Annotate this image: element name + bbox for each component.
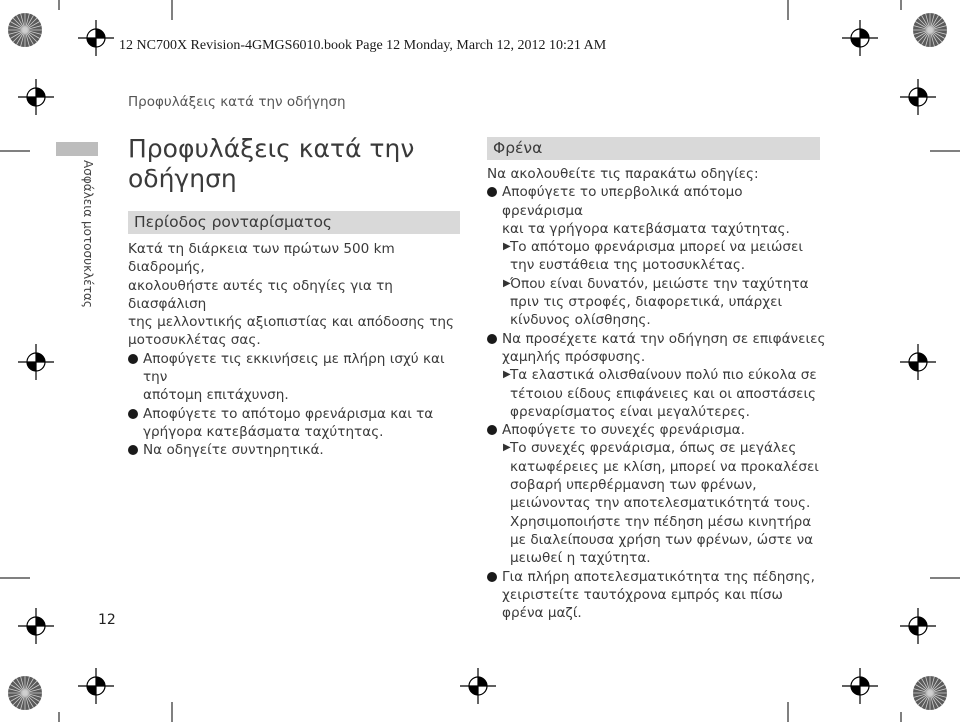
sub-item: ▶ Το συνεχές φρενάρισμα, όπως σε μεγάλες κατωφέρειες με κλίση, μπορεί να προκαλέσει σοβαρή υπερθέρμανση των φρένων, μειώνοντας την αποτελεσματικότητά τους. Χρησιμοποιήστε την πέδηση μέσω κινητήρα με διαλείπουσα χρήση των φρένων, ώστε να μειωθεί η ταχύτητα. <box>503 440 819 567</box>
arrow-icon: ▶ <box>503 241 511 253</box>
arrow-icon: ▶ <box>503 369 511 381</box>
crosshair-mark-icon <box>18 344 54 380</box>
section-side-label: Ασφάλεια μοτοσυκλέτας <box>81 160 95 308</box>
sub-item: ▶ Το απότομο φρενάρισμα μπορεί να μειώσει την ευστάθεια της μοτοσυκλέτας. <box>503 239 803 274</box>
crosshair-mark-icon <box>900 608 936 644</box>
brakes-text <box>487 165 827 622</box>
sub-item: ▶ Όπου είναι δυνατόν, μειώστε την ταχύτητα πριν τις στροφές, διαφορετικά, υπάρχει κίνδυνος ολίσθησης. <box>503 275 809 329</box>
print-slug: 12 NC700X Revision-4GMGS6010.book Page 12 Monday, March 12, 2012 10:21 AM <box>119 38 607 53</box>
break-in-text <box>128 240 463 460</box>
bullet-item: Αποφύγετε τις εκκινήσεις με πλήρη ισχύ και την απότομη επιτάχυνση. <box>128 350 463 405</box>
section-heading-brakes: Φρένα <box>487 137 820 160</box>
crosshair-mark-icon <box>842 20 878 56</box>
bullet-item: Να προσέχετε κατά την οδήγηση σε επιφάνειες χαμηλής πρόσφυσης. <box>487 330 827 367</box>
crosshair-mark-icon <box>842 668 878 704</box>
bullet-item: Αποφύγετε το απότομο φρενάρισμα και τα γρήγορα κατεβάσματα ταχύτητας. <box>128 405 463 442</box>
crosshair-mark-icon <box>18 608 54 644</box>
crosshair-mark-icon <box>900 79 936 115</box>
bullet-item: Για πλήρη αποτελεσματικότητα της πέδησης, χειριστείτε ταυτόχρονα εμπρός και πίσω φρένα μαζί. <box>487 568 827 623</box>
bullet-item: Να οδηγείτε συντηρητικά. <box>128 441 463 459</box>
section-tab-marker <box>56 142 98 156</box>
arrow-icon: ▶ <box>503 277 511 289</box>
break-in-intro: Κατά τη διάρκεια των πρώτων 500 km διαδρομής, ακολουθήστε αυτές τις οδηγίες για τη διασφάλιση της μελλοντικής αξιοπιστίας και απόδοσης της μοτοσυκλέτας σας. <box>128 241 455 349</box>
brakes-intro: Να ακολουθείτε τις παρακάτω οδηγίες: <box>487 166 759 182</box>
bullet-item: Αποφύγετε το συνεχές φρενάρισμα. <box>487 421 827 439</box>
bullet-item: Αποφύγετε το υπερβολικά απότομο φρενάρισμα και τα γρήγορα κατεβάσματα ταχύτητας. <box>487 183 827 238</box>
crosshair-mark-icon <box>900 344 936 380</box>
starburst-mark-icon <box>913 676 947 710</box>
page-number: 12 <box>98 612 116 628</box>
crosshair-mark-icon <box>18 79 54 115</box>
arrow-icon: ▶ <box>503 442 511 454</box>
running-header: Προφυλάξεις κατά την οδήγηση <box>128 94 346 110</box>
starburst-mark-icon <box>8 13 42 47</box>
starburst-mark-icon <box>913 13 947 47</box>
starburst-mark-icon <box>8 676 42 710</box>
page-title: Προφυλάξεις κατά την οδήγηση <box>128 134 415 193</box>
crosshair-mark-icon <box>460 668 496 704</box>
crosshair-mark-icon <box>78 668 114 704</box>
sub-item: ▶ Τα ελαστικά ολισθαίνουν πολύ πιο εύκολα σε τέτοιου είδους επιφάνειες και οι αποστάσεις φρεναρίσματος είναι μεγαλύτερες. <box>503 367 817 420</box>
section-heading-break-in: Περίοδος ρονταρίσματος <box>128 211 460 234</box>
crosshair-mark-icon <box>78 20 114 56</box>
